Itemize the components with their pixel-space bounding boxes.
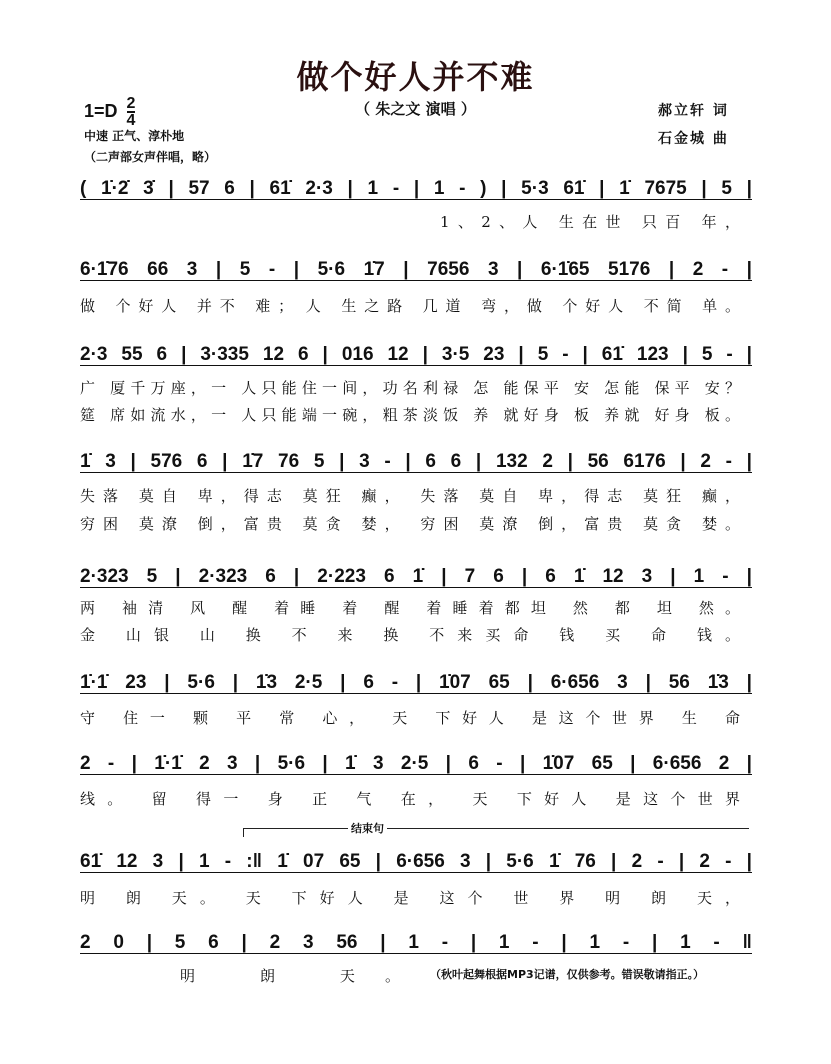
lyrics-line-4a: 失落 莫自 卑，得志 莫狂 癫， 失落 莫自 卑，得志 莫狂 癫， <box>80 487 740 505</box>
time-bottom: 4 <box>126 112 136 129</box>
lyrics-line-4b: 穷困 莫潦 倒，富贵 莫贪 婪， 穷困 莫潦 倒，富贵 莫贪 婪。 <box>80 515 740 533</box>
notation-line-7: 2 - | 1̇·1̇ 2 3 | 5·6 | 1̇ 3 2·5 | 6 - | 1̇07 65 | 6·656 2 | <box>80 753 752 774</box>
notation-line-5: 2·323 5 | 2·323 6 | 2·223 6 1̇ | 7 6 | 6 1̇ 12 3 | 1 - | <box>80 566 752 587</box>
time-top: 2 <box>126 95 136 112</box>
notation-line-8: 61̇ 12 3 | 1 - :‖ 1̇ 07 65 | 6·656 3 | 5·6 1̇ 76 | 2 - | 2 - | <box>80 851 752 872</box>
key-signature <box>84 96 135 128</box>
notation-line-3: 2·3 55 6 | 3·335 12 6 | 016 12 | 3·5 23 | 5 - | 61̇ 123 | 5 - | <box>80 344 752 365</box>
song-title: 做个好人并不难 <box>296 58 535 96</box>
ending-bracket <box>243 828 749 837</box>
notation-line-2: 6·1̇76 66 3 | 5 - | 5·6 1̇7 | 7656 3 | 6·1̇65 5176 | 2 - | <box>80 259 752 280</box>
accompaniment-note: （二声部女声伴唱，略） <box>84 150 217 164</box>
lyrics-line-3a: 广 厦千万座，一 人只能住一间，功名利禄 怎 能保平 安 怎能 保平 安？ <box>80 379 740 397</box>
notation-line-4: 1̇ 3 | 576 6 | 1̇7 76 5 | 3 - | 6 6 | 132 2 | 56 6176 | 2 - | <box>80 451 752 472</box>
key-text: 1=D <box>84 100 118 121</box>
lyrics-line-6: 守 住一 颗 平 常 心， 天 下好人 是这个世界 生 命 <box>80 709 740 727</box>
notation-line-6: 1̇·1̇ 23 | 5·6 | 1̇3 2·5 | 6 - | 1̇07 65 | 6·656 3 | 56 1̇3 | <box>80 672 752 693</box>
lyrics-line-7: 线。 留 得一 身 正 气 在， 天 下好人 是这个世界 <box>80 790 740 808</box>
notation-line-9: 2 0 | 5 6 | 2 3 56 | 1 - | 1 - | 1 - | 1 - ‖ <box>80 932 752 953</box>
lyrics-line-5a: 两 袖清 风 醒 着睡 着 醒 着睡着都坦 然 都 坦 然。 <box>80 599 740 617</box>
transcriber-footnote: （秋叶起舞根据MP3记谱，仅供参考。错误敬请指正。） <box>430 968 705 981</box>
notation-line-1: ( 1̇·2̇ 3̇ | 57 6 | 61̇ 2·3 | 1 - | 1 - ) | 5·3 61̇ | 1̇ 7675 | 5 | <box>80 178 752 199</box>
lyrics-line-8: 明 朗 天。 天 下好人 是 这个 世 界 明 朗 天， <box>80 889 740 907</box>
lyricist-credit: 郝立轩 词 <box>658 103 729 119</box>
tempo-marking: 中速 正气、淳朴地 <box>84 129 185 143</box>
lyrics-line-2: 做 个好人 并不 难； 人 生之路 几道 弯，做 个好人 不简 单。 <box>80 297 740 315</box>
lyrics-line-1: 1、2、人 生在世 只百 年， <box>440 213 740 231</box>
lyrics-line-5b: 金 山银 山 换 不 来 换 不来买命 钱 买 命 钱。 <box>80 626 740 644</box>
singer-credit: （ 朱之文 演唱 ） <box>355 100 476 118</box>
time-signature <box>127 96 136 128</box>
lyrics-line-9: 明 朗 天。 <box>180 967 400 985</box>
lyrics-line-3b: 筵 席如流水，一 人只能端一碗，粗茶淡饭 养 就好身 板 养就 好身 板。 <box>80 406 740 424</box>
ending-label: 结束句 <box>348 820 387 836</box>
composer-credit: 石金城 曲 <box>658 131 729 147</box>
